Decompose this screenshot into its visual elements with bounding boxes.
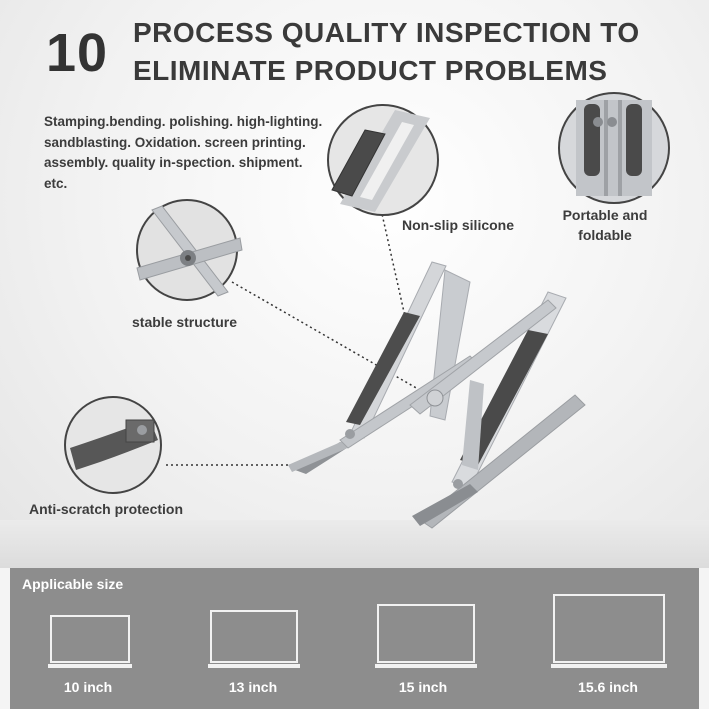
laptop-10-inch-icon xyxy=(50,615,130,663)
size-label-13: 13 inch xyxy=(228,679,278,695)
portable-foldable-label xyxy=(553,205,657,245)
portable-line-1: Portable and xyxy=(562,207,648,223)
stable-structure-label: stable structure xyxy=(132,314,238,330)
applicable-size-title: Applicable size xyxy=(22,576,124,592)
laptop-13-inch-icon xyxy=(210,610,298,663)
size-label-15-6: 15.6 inch xyxy=(578,679,638,695)
anti-scratch-detail xyxy=(65,397,161,493)
portable-line-2: foldable xyxy=(578,227,632,243)
stable-structure-detail xyxy=(137,200,242,300)
size-label-15: 15 inch xyxy=(398,679,448,695)
foldable-detail xyxy=(559,93,669,203)
size-label-10: 10 inch xyxy=(63,679,113,695)
non-slip-silicone-label: Non-slip silicone xyxy=(402,217,515,233)
laptop-15-inch-icon xyxy=(377,604,475,663)
headline-line-2: ELIMINATE PRODUCT PROBLEMS xyxy=(133,55,608,86)
process-description: Stamping.bending. polishing. high-lighting. sandblasting. Oxidation. screen printing. assembly. quality in-spection. shipment. etc. xyxy=(44,114,323,191)
non-slip-silicone-detail xyxy=(328,105,438,215)
inspection-count: 10 xyxy=(46,23,109,83)
stand-rear-frame xyxy=(288,262,478,474)
anti-scratch-label: Anti-scratch protection xyxy=(29,501,184,517)
applicable-size-panel xyxy=(10,568,699,709)
laptop-15-6-inch-icon xyxy=(553,594,665,663)
headline-line-1: PROCESS QUALITY INSPECTION TO xyxy=(133,17,640,48)
